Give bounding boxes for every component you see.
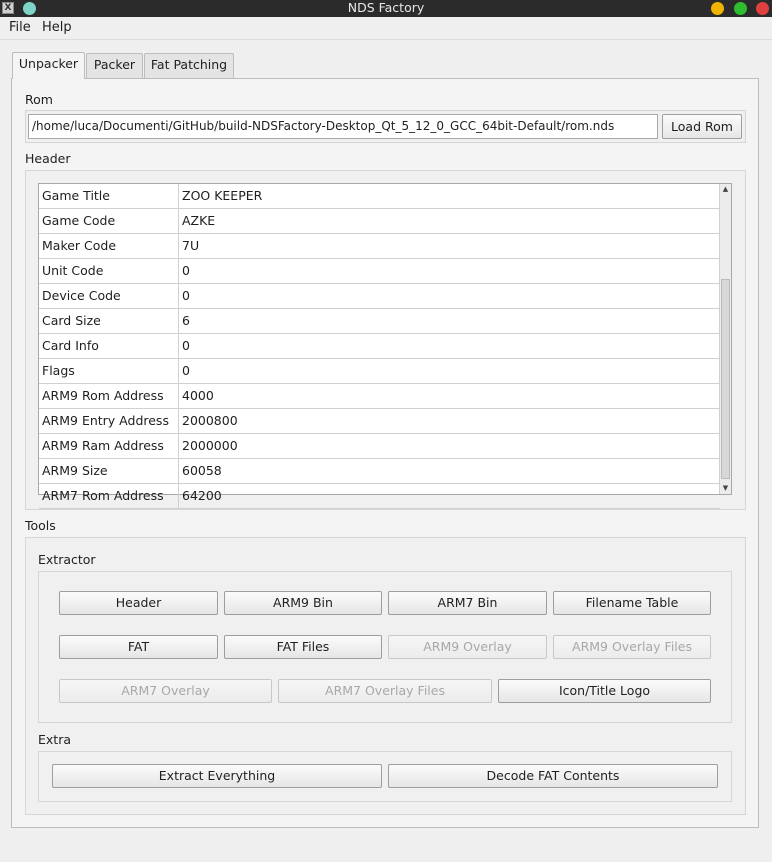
- table-row[interactable]: [39, 384, 720, 409]
- extract-arm9-overlay-files-button[interactable]: ARM9 Overlay Files: [553, 635, 711, 659]
- extract-header-button[interactable]: Header: [59, 591, 218, 615]
- header-value[interactable]: 2000000: [182, 438, 238, 453]
- header-value[interactable]: 0: [182, 288, 190, 303]
- extract-arm7-bin-button[interactable]: ARM7 Bin: [388, 591, 547, 615]
- table-row[interactable]: [39, 309, 720, 334]
- menu-help[interactable]: Help: [42, 20, 72, 35]
- header-key: Game Code: [39, 209, 179, 234]
- table-row[interactable]: [39, 209, 720, 234]
- extractor-group-label: Extractor: [38, 552, 96, 567]
- scroll-thumb[interactable]: [721, 279, 730, 479]
- table-row[interactable]: [39, 359, 720, 384]
- decode-fat-contents-button[interactable]: Decode FAT Contents: [388, 764, 718, 788]
- header-value[interactable]: 60058: [182, 463, 222, 478]
- table-row[interactable]: [39, 234, 720, 259]
- title-bar: [0, 0, 772, 17]
- header-key: Game Title: [39, 184, 179, 209]
- scroll-up-icon[interactable]: ▲: [722, 185, 729, 193]
- header-value[interactable]: 2000800: [182, 413, 238, 428]
- maximize-window-icon[interactable]: [734, 2, 747, 15]
- window-title: NDS Factory: [347, 0, 425, 15]
- header-value[interactable]: 4000: [182, 388, 214, 403]
- tab-fat-patching[interactable]: Fat Patching: [144, 53, 234, 78]
- extract-icon-title-logo-button[interactable]: Icon/Title Logo: [498, 679, 711, 703]
- table-row[interactable]: [39, 334, 720, 359]
- header-value[interactable]: 64200: [182, 488, 222, 503]
- extract-fat-files-button[interactable]: FAT Files: [224, 635, 382, 659]
- header-key: Maker Code: [39, 234, 179, 259]
- menu-bar: [0, 17, 772, 40]
- header-table[interactable]: [38, 183, 732, 503]
- header-key: ARM9 Entry Address: [39, 409, 179, 434]
- header-value[interactable]: AZKE: [182, 213, 216, 228]
- app-icon: X: [2, 2, 14, 14]
- header-key: ARM7 Rom Address: [39, 484, 179, 509]
- header-value[interactable]: 0: [182, 338, 190, 353]
- menu-file[interactable]: File: [9, 20, 31, 35]
- scroll-down-icon[interactable]: ▼: [722, 484, 729, 492]
- table-row[interactable]: [39, 284, 720, 309]
- header-table-scrollbar[interactable]: [719, 184, 731, 494]
- header-value[interactable]: ZOO KEEPER: [182, 188, 263, 203]
- table-row[interactable]: [39, 409, 720, 434]
- header-key: Card Info: [39, 334, 179, 359]
- table-row[interactable]: [39, 434, 720, 459]
- extract-filename-table-button[interactable]: Filename Table: [553, 591, 711, 615]
- extract-arm7-overlay-files-button[interactable]: ARM7 Overlay Files: [278, 679, 492, 703]
- extract-arm9-overlay-button[interactable]: ARM9 Overlay: [388, 635, 547, 659]
- tools-group-label: Tools: [25, 518, 56, 533]
- extract-arm9-bin-button[interactable]: ARM9 Bin: [224, 591, 382, 615]
- tab-unpacker[interactable]: Unpacker: [12, 52, 85, 79]
- table-row[interactable]: [39, 484, 720, 509]
- header-key: ARM9 Ram Address: [39, 434, 179, 459]
- header-key: ARM9 Size: [39, 459, 179, 484]
- extra-group-label: Extra: [38, 732, 71, 747]
- header-value[interactable]: 7U: [182, 238, 200, 253]
- header-value[interactable]: 6: [182, 313, 190, 328]
- header-value[interactable]: 0: [182, 363, 190, 378]
- table-row[interactable]: [39, 259, 720, 284]
- close-window-icon[interactable]: [756, 2, 769, 15]
- header-key: Device Code: [39, 284, 179, 309]
- header-key: ARM9 Rom Address: [39, 384, 179, 409]
- table-row[interactable]: [39, 184, 720, 209]
- tab-packer[interactable]: Packer: [86, 53, 143, 78]
- table-row[interactable]: [39, 459, 720, 484]
- header-value[interactable]: 0: [182, 263, 190, 278]
- header-key: Unit Code: [39, 259, 179, 284]
- extract-fat-button[interactable]: FAT: [59, 635, 218, 659]
- header-key: Card Size: [39, 309, 179, 334]
- header-key: Flags: [39, 359, 179, 384]
- extract-arm7-overlay-button[interactable]: ARM7 Overlay: [59, 679, 272, 703]
- rom-group-label: Rom: [25, 92, 53, 107]
- rom-path-input[interactable]: /home/luca/Documenti/GitHub/build-NDSFactory-Desktop_Qt_5_12_0_GCC_64bit-Default/rom.nds: [28, 114, 658, 139]
- load-rom-button[interactable]: Load Rom: [662, 114, 742, 139]
- header-group-label: Header: [25, 151, 71, 166]
- extract-everything-button[interactable]: Extract Everything: [52, 764, 382, 788]
- minimize-window-icon[interactable]: [711, 2, 724, 15]
